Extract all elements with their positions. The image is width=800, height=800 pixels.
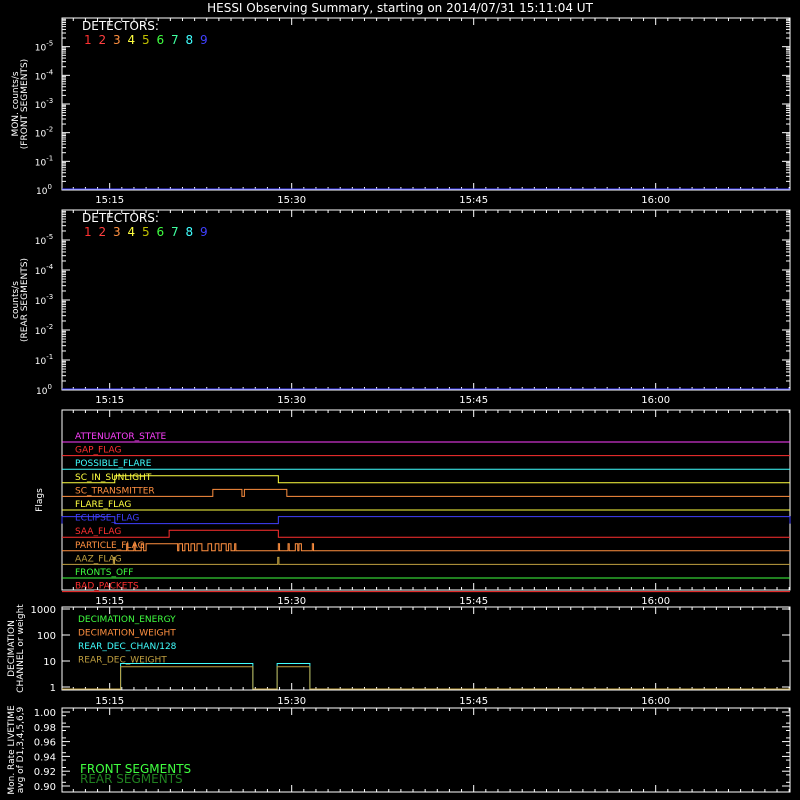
flag-label-aaz_flag: AAZ_FLAG	[75, 554, 122, 565]
y-tick-label: 0.90	[33, 782, 56, 793]
y-tick-label: $10^{-3}$	[34, 293, 54, 307]
flag-line-eclipse_flag	[62, 517, 790, 524]
x-tick-label: 15:15	[95, 596, 125, 607]
legend-item-6: 6	[156, 33, 165, 47]
y-tick-label: 100	[36, 631, 56, 642]
x-tick-label: 16:00	[641, 395, 671, 406]
legend-item-5: 5	[142, 33, 150, 47]
legend-item-8: 8	[185, 33, 194, 47]
panel-frame-2	[62, 410, 790, 590]
x-tick-label: 15:15	[95, 395, 125, 406]
y-tick-label: $10^{-4}$	[34, 68, 54, 83]
x-tick-label: 15:30	[277, 395, 307, 406]
legend-item-decimation_energy: DECIMATION_ENERGY	[78, 615, 176, 625]
y-tick-label: $10^0$	[36, 183, 52, 197]
y-tick-label: $10^{-2}$	[34, 323, 54, 337]
legend-item-decimation_weight: DECIMATION_WEIGHT	[78, 628, 176, 639]
legend-item-rear_dec_chan/128: REAR_DEC_CHAN/128	[78, 642, 177, 652]
x-tick-label: 16:00	[641, 195, 671, 206]
legend-item-front-segments: FRONT SEGMENTS	[80, 762, 192, 776]
legend-item-rear-segments: REAR SEGMENTS	[80, 772, 183, 786]
y-axis-label: Mon. Rate LIVETIME	[7, 705, 17, 795]
y-tick-label: 1000	[30, 605, 56, 616]
flag-label-flare_flag: FLARE_FLAG	[75, 500, 132, 510]
y-tick-label: $10^{-1}$	[34, 154, 54, 169]
y-axis-label: avg of D1,3,4,5,6,9	[16, 706, 26, 794]
y-tick-label: 10	[43, 657, 56, 668]
flag-label-eclipse_flag: ECLIPSE_FLAG	[75, 513, 140, 524]
legend-item-3: 3	[113, 225, 121, 239]
legend-title: DETECTORS:	[82, 19, 159, 33]
x-tick-label: 15:30	[277, 596, 307, 607]
legend-item-9: 9	[200, 225, 208, 239]
x-tick-label: 15:45	[459, 195, 489, 206]
legend-item-2: 2	[98, 225, 107, 239]
y-axis-label: CHANNEL or weight	[16, 604, 26, 693]
flag-label-sc_transmitter: SC_TRANSMITTER	[75, 486, 155, 497]
x-tick-label: 16:00	[641, 596, 671, 607]
legend-item-2: 2	[98, 33, 107, 47]
y-tick-label: 1.00	[33, 708, 56, 719]
y-tick-label: $10^{-2}$	[34, 125, 54, 140]
flag-label-bad_packets: BAD_PACKETS	[75, 581, 139, 592]
x-tick-label: 15:30	[277, 195, 307, 206]
y-axis-label: (FRONT SEGMENTS)	[20, 58, 30, 150]
y-tick-label: 0.92	[33, 767, 56, 779]
legend-item-6: 6	[156, 225, 165, 239]
y-tick-label: $10^{-4}$	[34, 263, 54, 277]
y-axis-label: counts/s	[11, 281, 21, 319]
y-tick-label: $10^{-1}$	[34, 353, 54, 367]
y-tick-label: $10^{-5}$	[34, 39, 54, 54]
y-tick-label: 0.98	[33, 722, 56, 734]
legend-item-8: 8	[185, 225, 194, 239]
x-tick-label: 15:45	[459, 596, 489, 607]
legend-item-4: 4	[127, 225, 136, 239]
x-tick-label: 15:45	[459, 696, 489, 707]
x-tick-label: 15:30	[277, 696, 307, 707]
legend-item-3: 3	[113, 33, 121, 47]
flag-label-gap_flag: GAP_FLAG	[75, 445, 122, 456]
legend-item-7: 7	[171, 33, 179, 47]
legend-item-rear_dec_weight: REAR_DEC_WEIGHT	[78, 655, 167, 666]
x-tick-label: 16:00	[641, 696, 671, 707]
y-tick-label: 1	[49, 683, 56, 694]
y-tick-label: $10^{-3}$	[34, 97, 54, 111]
legend-item-9: 9	[200, 33, 208, 47]
legend-item-1: 1	[84, 33, 92, 47]
series-line-rear_dec_weight	[62, 667, 790, 689]
y-axis-label: MON. counts/s	[11, 71, 21, 137]
y-axis-label: (REAR SEGMENTS)	[20, 257, 30, 343]
x-tick-label: 15:45	[459, 395, 489, 406]
flag-label-particle_flag: PARTICLE_FLAG	[75, 540, 145, 551]
y-axis-label: DECIMATION	[7, 620, 17, 677]
x-tick-label: 15:15	[95, 195, 125, 206]
legend-item-7: 7	[171, 225, 179, 239]
y-tick-label: $10^0$	[36, 383, 52, 397]
flag-line-saa_flag	[62, 530, 790, 537]
flag-line-aaz_flag	[62, 557, 790, 564]
chart-title: HESSI Observing Summary, starting on 2014/07/31 15:11:04 UT	[207, 1, 593, 15]
legend-item-1: 1	[84, 225, 92, 239]
legend-item-4: 4	[127, 33, 136, 47]
x-tick-label: 15:15	[95, 696, 125, 707]
y-tick-label: $10^{-5}$	[34, 233, 54, 247]
flag-line-sc_in_sunlight	[62, 476, 790, 483]
flag-line-particle_flag	[62, 544, 790, 551]
flag-label-sc_in_sunlight: SC_IN_SUNLIGHT	[75, 472, 152, 483]
flag-label-fronts_off: FRONTS_OFF	[75, 568, 134, 578]
flag-label-saa_flag: SAA_FLAG	[75, 527, 122, 538]
flag-label-possible_flare: POSSIBLE_FLARE	[75, 459, 152, 470]
y-axis-label: Flags	[35, 488, 45, 512]
flag-line-sc_transmitter	[62, 489, 790, 496]
legend-title: DETECTORS:	[82, 211, 159, 225]
flag-label-attenuator_state: ATTENUATOR_STATE	[75, 432, 167, 442]
legend-item-5: 5	[142, 225, 150, 239]
y-tick-label: 0.94	[33, 752, 56, 764]
series-line-rear_dec_chan/128	[62, 664, 790, 689]
y-tick-label: 0.96	[33, 737, 56, 749]
